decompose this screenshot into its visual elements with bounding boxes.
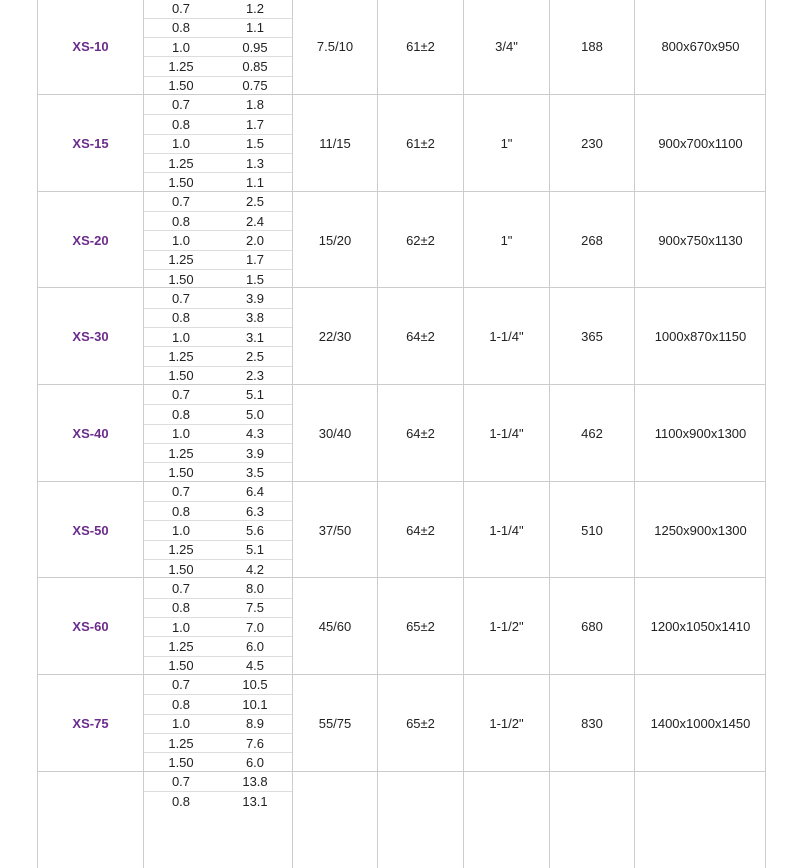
outlet-size [464,772,550,868]
power-value [293,772,378,868]
model-name: XS-15 [38,95,144,192]
table-row [144,772,292,791]
flow-value: 4.2 [245,561,265,577]
noise-value: 61±2 [378,95,464,192]
pressure-value: 1.25 [168,252,194,268]
pressure-value: 1.0 [171,39,191,55]
flow-value: 1.3 [245,155,265,171]
flow-value: 1.7 [245,252,265,268]
table-row [144,752,292,771]
table-row [144,172,292,191]
power-value: 15/20 [293,192,378,289]
noise-value: 61±2 [378,0,464,95]
table-row [144,482,292,501]
table-row [144,714,292,733]
table-row [144,636,292,655]
table-row-group [37,287,766,385]
flow-value: 13.8 [242,773,268,789]
pressure-value: 0.7 [171,773,191,789]
weight-value: 462 [550,385,635,482]
table-row [144,501,292,520]
flow-value: 2.3 [245,368,265,384]
flow-value: 1.2 [245,0,265,16]
pressure-value: 1.0 [171,523,191,539]
pressure-value: 0.8 [171,600,191,616]
pressure-value: 1.25 [168,349,194,365]
table-row [144,578,292,597]
dimensions-value: 800x670x950 [661,39,740,55]
model-name: XS-20 [38,192,144,289]
pressure-value: 1.25 [168,59,194,75]
flow-value: 5.6 [245,523,265,539]
flow-value: 0.75 [242,78,268,94]
flow-value: 6.4 [245,483,265,499]
flow-value: 4.3 [245,426,265,442]
flow-value: 2.5 [245,193,265,209]
pressure-value: 1.0 [171,426,191,442]
table-row-group [37,771,766,868]
flow-value: 1.8 [245,97,265,113]
flow-value: 2.5 [245,349,265,365]
flow-value: 3.5 [245,465,265,481]
dimensions-value [635,772,766,868]
pressure-value: 0.7 [171,677,191,693]
pressure-value: 0.8 [171,697,191,713]
outlet-size: 3/4" [464,0,550,95]
noise-value: 64±2 [378,482,464,579]
pressure-value: 1.25 [168,542,194,558]
weight-value [550,772,635,868]
pressure-value: 1.50 [168,561,194,577]
outlet-size: 1-1/2" [464,675,550,772]
outlet-size: 1-1/2" [464,578,550,675]
flow-value: 8.9 [245,716,265,732]
outlet-size: 1-1/4" [464,385,550,482]
power-value: 55/75 [293,675,378,772]
pressure-value: 0.8 [171,310,191,326]
flow-value: 7.6 [245,735,265,751]
pressure-flow-subtable [144,192,293,289]
table-row [144,520,292,539]
table-row [144,424,292,443]
weight-value: 510 [550,482,635,579]
flow-value: 2.0 [245,233,265,249]
table-row [144,462,292,481]
table-row [144,114,292,133]
pressure-value: 0.7 [171,0,191,16]
pressure-value: 1.25 [168,155,194,171]
pressure-value: 1.50 [168,658,194,674]
outlet-size: 1" [464,192,550,289]
weight-value: 830 [550,675,635,772]
flow-value: 1.1 [245,175,265,191]
model-name: XS-40 [38,385,144,482]
table-row [144,56,292,75]
table-row [144,153,292,172]
pressure-value: 0.7 [171,387,191,403]
flow-value: 6.0 [245,755,265,771]
pressure-value: 1.50 [168,175,194,191]
power-value: 7.5/10 [293,0,378,95]
table-row [144,269,292,288]
table-row-group [37,384,766,482]
pressure-flow-subtable [144,95,293,192]
flow-value: 8.0 [245,580,265,596]
pressure-value: 0.8 [171,503,191,519]
power-value: 37/50 [293,482,378,579]
pressure-value: 1.0 [171,329,191,345]
dimensions-value: 1000x870x1150 [654,329,747,345]
table-row [144,250,292,269]
table-row-group [37,0,766,95]
pressure-value: 1.0 [171,716,191,732]
table-row [144,385,292,404]
flow-value: 1.5 [245,271,265,287]
dimensions-value: 900x750x1130 [658,232,743,248]
table-row [144,134,292,153]
flow-value: 4.5 [245,658,265,674]
weight-value: 188 [550,0,635,95]
dimensions-value: 1200x1050x1410 [650,619,751,635]
table-row [144,443,292,462]
flow-value: 3.1 [245,329,265,345]
pressure-value: 1.50 [168,755,194,771]
model-name: XS-10 [38,0,144,95]
pressure-value: 1.50 [168,465,194,481]
table-row-group [37,94,766,192]
power-value: 30/40 [293,385,378,482]
flow-value: 1.5 [245,136,265,152]
pressure-value: 0.7 [171,483,191,499]
noise-value: 62±2 [378,192,464,289]
dimensions-value: 1100x900x1300 [654,425,747,441]
table-row [144,308,292,327]
flow-value: 1.1 [245,20,265,36]
pressure-value: 0.8 [171,117,191,133]
table-row [144,694,292,713]
weight-value: 365 [550,288,635,385]
flow-value: 0.85 [242,59,268,75]
power-value: 45/60 [293,578,378,675]
flow-value: 10.5 [242,677,268,693]
model-name: XS-50 [38,482,144,579]
table-row [144,230,292,249]
noise-value: 65±2 [378,578,464,675]
flow-value: 2.4 [245,213,265,229]
flow-value: 6.0 [245,639,265,655]
flow-value: 5.1 [245,387,265,403]
table-row [144,656,292,675]
flow-value: 1.7 [245,117,265,133]
pressure-flow-subtable [144,675,293,772]
pressure-value: 0.8 [171,213,191,229]
table-row [144,76,292,95]
pressure-value: 0.7 [171,97,191,113]
table-row [144,327,292,346]
table-row [144,540,292,559]
pressure-flow-subtable [144,0,293,95]
model-name: XS-30 [38,288,144,385]
pressure-value: 0.7 [171,193,191,209]
table-row [144,366,292,385]
pressure-value: 0.8 [171,407,191,423]
pressure-flow-subtable [144,772,293,868]
table-row [144,211,292,230]
pressure-value: 0.7 [171,290,191,306]
table-row-group [37,674,766,772]
weight-value: 230 [550,95,635,192]
flow-value: 7.0 [245,619,265,635]
pressure-value: 1.25 [168,735,194,751]
table-row [144,37,292,56]
flow-value: 5.0 [245,407,265,423]
table-row [144,192,292,211]
flow-value: 3.8 [245,310,265,326]
table-row [144,791,292,810]
pressure-value: 1.0 [171,619,191,635]
pressure-value: 1.25 [168,445,194,461]
table-row [144,617,292,636]
pressure-value: 0.8 [171,20,191,36]
pressure-value: 1.50 [168,271,194,287]
flow-value: 10.1 [242,697,268,713]
pressure-value: 1.0 [171,233,191,249]
flow-value: 13.1 [242,793,268,809]
pressure-value: 1.50 [168,78,194,94]
table-row [144,18,292,37]
table-row [144,288,292,307]
outlet-size: 1" [464,95,550,192]
flow-value: 3.9 [245,445,265,461]
noise-value: 64±2 [378,385,464,482]
flow-value: 5.1 [245,542,265,558]
table-row [144,95,292,114]
dimensions-value: 1400x1000x1450 [650,715,751,731]
flow-value: 0.95 [242,39,268,55]
noise-value: 64±2 [378,288,464,385]
table-row [144,404,292,423]
table-row-group [37,481,766,579]
flow-value: 7.5 [245,600,265,616]
noise-value [378,772,464,868]
dimensions-value: 900x700x1100 [658,135,743,151]
table-row [144,0,292,18]
table-row [144,675,292,694]
table-row [144,598,292,617]
outlet-size: 1-1/4" [464,288,550,385]
pressure-value: 0.7 [171,580,191,596]
pressure-flow-subtable [144,385,293,482]
table-row-group [37,577,766,675]
pressure-flow-subtable [144,482,293,579]
pressure-value: 1.0 [171,136,191,152]
weight-value: 268 [550,192,635,289]
weight-value: 680 [550,578,635,675]
flow-value: 3.9 [245,290,265,306]
pressure-value: 1.50 [168,368,194,384]
pressure-value: 0.8 [171,793,191,809]
power-value: 22/30 [293,288,378,385]
table-row-group [37,191,766,289]
flow-value: 6.3 [245,503,265,519]
model-name: XS-75 [38,675,144,772]
dimensions-value: 1250x900x1300 [654,522,747,538]
table-row [144,733,292,752]
pressure-flow-subtable [144,578,293,675]
power-value: 11/15 [293,95,378,192]
noise-value: 65±2 [378,675,464,772]
pressure-flow-subtable [144,288,293,385]
table-row [144,559,292,578]
outlet-size: 1-1/4" [464,482,550,579]
pressure-value: 1.25 [168,639,194,655]
model-name: XS-60 [38,578,144,675]
model-name [38,772,144,868]
table-row [144,346,292,365]
